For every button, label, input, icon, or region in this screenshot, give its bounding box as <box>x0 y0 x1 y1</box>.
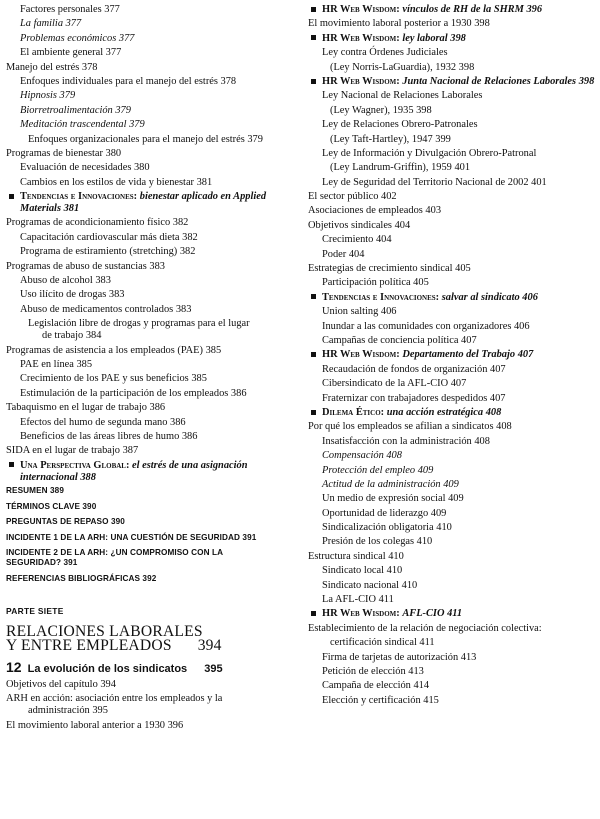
toc-entry: Ley de Seguridad del Territorio Nacional de 2002 401 <box>322 176 547 188</box>
feature-box-entry: Dilema Ético: una acción estratégica 408 <box>308 407 598 419</box>
end-matter-entry: INCIDENTE 2 DE LA ARH: ¿UN COMPROMISO CON LA SEGURIDAD? 391 <box>6 548 223 568</box>
toc-entry: Capacitación cardiovascular más dieta 382 <box>20 231 198 243</box>
toc-entry: (Ley Landrum-Griffin), 1959 401 <box>330 162 471 174</box>
toc-entry: Crecimiento 404 <box>322 234 392 246</box>
toc-entry: (Ley Wagner), 1935 398 <box>330 104 432 116</box>
toc-entry: Biorretroalimentación 379 <box>20 104 131 116</box>
toc-entry: Inundar a las comunidades con organizadores 406 <box>322 320 530 332</box>
toc-entry: Protección del empleo 409 <box>322 464 434 476</box>
toc-entry: Crecimiento de los PAE y sus beneficios 385 <box>20 373 207 385</box>
toc-entry: Sindicalización obligatoria 410 <box>322 522 452 534</box>
toc-entry: El movimiento laboral anterior a 1930 396 <box>6 719 184 731</box>
toc-entry: Efectos del humo de segunda mano 386 <box>20 416 186 428</box>
toc-entry: El ambiente general 377 <box>20 47 122 59</box>
chapter-title: La evolución de los sindicatos <box>27 663 188 676</box>
toc-entry: Programas de bienestar 380 <box>6 147 122 159</box>
toc-entry: Recaudación de fondos de organización 407 <box>322 363 506 375</box>
toc-entry: Objetivos sindicales 404 <box>308 219 411 231</box>
toc-entry: Estimulación de la participación de los empleados 386 <box>20 387 247 399</box>
toc-entry: Enfoques individuales para el manejo del estrés 378 <box>20 75 237 87</box>
end-matter-entry: RESUMEN 389 <box>6 486 64 496</box>
toc-entry: Establecimiento de la relación de negociación colectiva: <box>308 622 542 634</box>
toc-entry: Estructura sindical 410 <box>308 550 404 562</box>
toc-entry: Uso ilícito de drogas 383 <box>20 289 125 301</box>
toc-entry: Insatisfacción con la administración 408 <box>322 435 490 447</box>
square-bullet-icon <box>311 79 316 84</box>
toc-right-column <box>308 4 598 709</box>
feature-box-entry: HR Web Wisdom: Departamento del Trabajo 407 <box>308 349 598 361</box>
toc-entry: (Ley Taft-Hartley), 1947 399 <box>330 133 451 145</box>
toc-entry: Ley contra Órdenes Judiciales <box>322 47 448 59</box>
toc-entry: Problemas económicos 377 <box>20 32 135 44</box>
toc-entry: PAE en línea 385 <box>20 358 93 370</box>
toc-entry: Manejo del estrés 378 <box>6 61 98 73</box>
feature-box-entry: Tendencias e Innovaciones: salvar al sindicato 406 <box>308 292 598 304</box>
toc-entry: Oportunidad de liderazgo 409 <box>322 507 447 519</box>
toc-entry: Fraternizar con trabajadores despedidos 407 <box>322 392 506 404</box>
toc-entry: El sector público 402 <box>308 191 397 203</box>
toc-entry: Firma de tarjetas de autorización 413 <box>322 651 477 663</box>
toc-entry: Cambios en los estilos de vida y bienestar 381 <box>20 176 213 188</box>
toc-entry: Asociaciones de empleados 403 <box>308 205 442 217</box>
toc-entry: Tabaquismo en el lugar de trabajo 386 <box>6 402 166 414</box>
square-bullet-icon <box>9 462 14 467</box>
toc-entry: Evaluación de necesidades 380 <box>20 162 150 174</box>
toc-entry: Enfoques organizacionales para el manejo del estrés 379 <box>28 133 263 145</box>
toc-entry: Campaña de elección 414 <box>322 680 430 692</box>
end-matter-entry: INCIDENTE 1 DE LA ARH: UNA CUESTIÓN DE SEGURIDAD 391 <box>6 532 257 542</box>
part-label: PARTE SIETE <box>6 606 64 617</box>
toc-entry: Legislación libre de drogas y programas para el lugar de trabajo 384 <box>28 318 250 342</box>
part-page-number: 394 <box>197 637 222 655</box>
toc-left-column <box>6 4 299 734</box>
chapter-heading <box>6 661 299 676</box>
toc-entry: Presión de los colegas 410 <box>322 536 433 548</box>
toc-entry: Petición de elección 413 <box>322 665 424 677</box>
toc-entry: Sindicato nacional 410 <box>322 579 418 591</box>
end-matter-entry: PREGUNTAS DE REPASO 390 <box>6 517 125 527</box>
toc-entry: certificación sindical 411 <box>330 637 435 649</box>
square-bullet-icon <box>311 352 316 357</box>
square-bullet-icon <box>311 410 316 415</box>
toc-entry: SIDA en el lugar de trabajo 387 <box>6 445 139 457</box>
toc-entry: Abuso de alcohol 383 <box>20 275 111 287</box>
toc-entry: Hipnosis 379 <box>20 90 76 102</box>
square-bullet-icon <box>311 35 316 40</box>
chapter-page: 395 <box>204 663 223 676</box>
feature-box-entry: HR Web Wisdom: AFL-CIO 411 <box>308 608 598 620</box>
toc-entry: ARH en acción: asociación entre los empleados y la administración 395 <box>6 693 223 717</box>
feature-box-entry: Una Perspectiva Global: el estrés de una asignación internacional 388 <box>6 460 299 484</box>
toc-entry: Por qué los empleados se afilian a sindicatos 408 <box>308 421 512 433</box>
chapter-number: 12 <box>6 659 22 676</box>
toc-entry: Abuso de medicamentos controlados 383 <box>20 303 192 315</box>
toc-entry: Elección y certificación 415 <box>322 694 439 706</box>
toc-entry: La familia 377 <box>20 18 82 30</box>
toc-entry: Objetivos del capítulo 394 <box>6 679 116 691</box>
toc-entry: Ley Nacional de Relaciones Laborales <box>322 90 483 102</box>
part-title: RELACIONES LABORALES Y ENTRE EMPLEADOS 394 <box>6 623 222 655</box>
toc-entry: Poder 404 <box>322 248 365 260</box>
toc-entry: Ley de Relaciones Obrero-Patronales <box>322 119 478 131</box>
end-matter-entry: REFERENCIAS BIBLIOGRÁFICAS 392 <box>6 574 157 584</box>
toc-entry: Participación política 405 <box>322 277 429 289</box>
feature-box-entry: HR Web Wisdom: vínculos de RH de la SHRM 396 <box>308 4 598 16</box>
toc-entry: Un medio de expresión social 409 <box>322 493 464 505</box>
toc-entry: El movimiento laboral posterior a 1930 398 <box>308 18 490 30</box>
toc-entry: Union salting 406 <box>322 306 397 318</box>
toc-entry: Actitud de la administración 409 <box>322 478 459 490</box>
square-bullet-icon <box>311 611 316 616</box>
toc-entry: Compensación 408 <box>322 450 402 462</box>
square-bullet-icon <box>311 294 316 299</box>
toc-entry: Ley de Información y Divulgación Obrero-Patronal <box>322 147 537 159</box>
feature-box-entry: HR Web Wisdom: ley laboral 398 <box>308 33 598 45</box>
square-bullet-icon <box>311 7 316 12</box>
toc-entry: Programas de acondicionamiento físico 382 <box>6 217 189 229</box>
toc-entry: Beneficios de las áreas libres de humo 386 <box>20 430 198 442</box>
toc-entry: Programas de asistencia a los empleados (PAE) 385 <box>6 344 222 356</box>
toc-entry: Cibersindicato de la AFL-CIO 407 <box>322 378 467 390</box>
toc-entry: Programa de estiramiento (stretching) 382 <box>20 246 196 258</box>
toc-entry: (Ley Norris-LaGuardia), 1932 398 <box>330 61 475 73</box>
square-bullet-icon <box>9 194 14 199</box>
toc-entry: Factores personales 377 <box>20 4 120 15</box>
toc-entry: Programas de abuso de sustancias 383 <box>6 260 166 272</box>
toc-entry: Estrategias de crecimiento sindical 405 <box>308 263 471 275</box>
end-matter-entry: TÉRMINOS CLAVE 390 <box>6 501 97 511</box>
feature-box-entry: Tendencias e Innovaciones: bienestar aplicado en Applied Materials 381 <box>6 191 299 215</box>
toc-entry: La AFL-CIO 411 <box>322 594 394 606</box>
toc-entry: Sindicato local 410 <box>322 565 403 577</box>
feature-box-entry: HR Web Wisdom: Junta Nacional de Relaciones Laborales 398 <box>308 76 598 88</box>
toc-entry: Meditación trascendental 379 <box>20 119 145 131</box>
toc-entry: Campañas de conciencia política 407 <box>322 334 477 346</box>
